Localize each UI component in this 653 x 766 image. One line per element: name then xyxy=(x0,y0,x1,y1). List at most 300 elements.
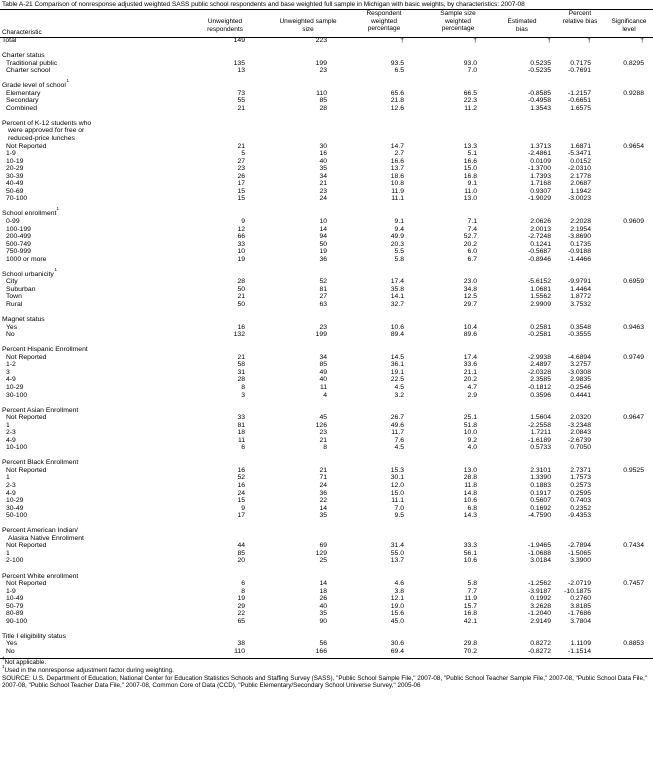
cell-unweighted-respondents: 9 xyxy=(241,218,245,225)
cell-unweighted-respondents: 12 xyxy=(237,225,245,233)
cell-unweighted-respondents: 5 xyxy=(241,150,245,158)
section-label: Charter status xyxy=(2,52,45,60)
cell-sample-pct: † xyxy=(473,37,477,44)
cell-sample-pct: 11.2 xyxy=(464,104,477,112)
cell-relative-bias: † xyxy=(587,37,591,44)
cell-relative-bias: -5.3471 xyxy=(567,150,591,158)
cell-respondent-pct: 30.1 xyxy=(390,474,404,482)
cell-respondent-pct: 9.5 xyxy=(394,512,404,520)
cell-sample-pct: 70.2 xyxy=(463,647,477,655)
cell-unweighted-respondents: 21 xyxy=(237,142,245,150)
row-label: 30-39 xyxy=(6,172,24,180)
cell-sample-pct: 7.0 xyxy=(467,67,477,75)
cell-respondent-pct: 21.8 xyxy=(390,97,404,105)
cell-estimated-bias: -1.3700 xyxy=(527,165,551,173)
cell-relative-bias: -1.4466 xyxy=(567,255,591,263)
cell-relative-bias: 0.7403 xyxy=(570,497,591,505)
cell-unweighted-sample-size: 69 xyxy=(319,542,327,550)
cell-estimated-bias: -1.2562 xyxy=(527,580,551,588)
cell-respondent-pct: 9.4 xyxy=(394,225,404,233)
cell-unweighted-respondents: 16 xyxy=(237,466,245,474)
cell-relative-bias: 1.1109 xyxy=(570,640,591,648)
cell-estimated-bias: -5.6152 xyxy=(527,278,551,286)
cell-unweighted-respondents: 22 xyxy=(237,610,245,618)
row-label: Elementary xyxy=(6,89,41,97)
row-label: 30-100 xyxy=(6,391,28,399)
footnote-1-symbol: 1 xyxy=(2,663,5,669)
cell-relative-bias: 3.3900 xyxy=(570,557,591,565)
cell-unweighted-respondents: 16 xyxy=(237,482,245,489)
cell-unweighted-sample-size: 19 xyxy=(319,248,327,256)
cell-estimated-bias: 2.3585 xyxy=(530,376,551,384)
section-label: Title I eligibility status xyxy=(2,632,66,640)
cell-respondent-pct: 6.5 xyxy=(394,67,404,75)
cell-respondent-pct: 14.5 xyxy=(390,353,404,361)
row-label: 2-3 xyxy=(6,482,16,489)
cell-sample-pct: 93.0 xyxy=(463,59,477,67)
row-label: Town xyxy=(6,293,22,301)
cell-respondent-pct: 10.6 xyxy=(390,323,404,331)
row-label: 90-100 xyxy=(6,617,28,625)
cell-respondent-pct: 4.5 xyxy=(394,444,404,452)
row-label: 70-100 xyxy=(6,195,28,203)
cell-unweighted-sample-size: 35 xyxy=(319,165,327,173)
cell-respondent-pct: 31.4 xyxy=(390,542,404,550)
cell-unweighted-sample-size: 49 xyxy=(319,368,327,376)
cell-significance: 0.9609 xyxy=(623,218,644,225)
cell-sample-pct: 16.6 xyxy=(463,157,477,165)
row-label: Alaska Native Enrollment xyxy=(8,534,84,542)
table-row xyxy=(0,648,653,656)
row-label: 20-29 xyxy=(6,165,24,173)
cell-unweighted-sample-size: 40 xyxy=(319,157,327,165)
cell-unweighted-respondents: 27 xyxy=(237,157,245,165)
cell-sample-pct: 5.8 xyxy=(467,580,477,588)
cell-respondent-pct: 19.1 xyxy=(390,368,404,376)
cell-relative-bias: -1.7686 xyxy=(567,610,591,618)
cell-unweighted-respondents: 17 xyxy=(237,512,245,520)
cell-respondent-pct: 15.3 xyxy=(390,466,404,474)
cell-estimated-bias: 3.0184 xyxy=(530,557,551,565)
cell-unweighted-sample-size: 14 xyxy=(319,580,327,588)
section-header-row: School enrollment 1 xyxy=(2,206,60,218)
cell-estimated-bias: -1.9029 xyxy=(527,195,551,203)
cell-respondent-pct: 89.4 xyxy=(390,331,404,339)
table-row xyxy=(0,392,653,400)
section-label: Percent White enrollment xyxy=(2,572,79,580)
cell-unweighted-respondents: 6 xyxy=(241,580,245,588)
table-row xyxy=(0,512,653,520)
row-label: 10-29 xyxy=(6,497,24,505)
cell-respondent-pct: 14.7 xyxy=(390,142,404,150)
section-header-row: School urbanicity 1 xyxy=(2,266,58,278)
cell-unweighted-sample-size: 21 xyxy=(319,180,327,188)
row-label: No xyxy=(6,331,15,339)
cell-sample-pct: 29.7 xyxy=(463,301,477,308)
cell-estimated-bias: 1.3390 xyxy=(530,474,551,482)
table-row xyxy=(0,444,653,452)
cell-respondent-pct: 18.6 xyxy=(390,172,404,180)
cell-sample-pct: 56.1 xyxy=(463,549,477,557)
cell-unweighted-respondents: 31 xyxy=(237,368,245,376)
cell-respondent-pct: 14.1 xyxy=(390,293,404,301)
cell-unweighted-respondents: 8 xyxy=(241,587,245,595)
cell-relative-bias: -0.3555 xyxy=(567,331,591,339)
cell-unweighted-respondents: 55 xyxy=(237,97,245,105)
cell-significance: 0.9654 xyxy=(623,142,644,150)
cell-unweighted-respondents: 23 xyxy=(237,165,245,173)
row-label: Combined xyxy=(6,104,37,112)
header-sample-size-weighted-percentage: Sample size weighted percentage xyxy=(440,10,476,33)
cell-respondent-pct: 2.7 xyxy=(394,150,404,158)
cell-unweighted-sample-size: 24 xyxy=(319,195,327,203)
cell-unweighted-sample-size: 166 xyxy=(315,647,327,655)
cell-relative-bias: 2.1778 xyxy=(570,172,591,180)
cell-unweighted-sample-size: 16 xyxy=(319,150,327,158)
row-label: 1 xyxy=(6,474,10,482)
cell-unweighted-respondents: 50 xyxy=(237,301,245,308)
cell-estimated-bias: -2.9938 xyxy=(527,353,551,361)
cell-relative-bias: 1.4464 xyxy=(570,285,591,293)
cell-estimated-bias: 2.3101 xyxy=(530,466,551,474)
cell-sample-pct: 25.1 xyxy=(463,414,477,422)
cell-estimated-bias: 2.0626 xyxy=(530,218,551,225)
cell-estimated-bias: † xyxy=(547,37,551,44)
cell-relative-bias: -4.6894 xyxy=(567,353,591,361)
cell-relative-bias: 2.2028 xyxy=(570,218,591,225)
cell-unweighted-respondents: 38 xyxy=(237,640,245,648)
cell-unweighted-sample-size: 10 xyxy=(319,218,327,225)
cell-estimated-bias: -1.0688 xyxy=(527,549,551,557)
cell-respondent-pct: 69.4 xyxy=(390,647,404,655)
cell-unweighted-sample-size: 85 xyxy=(319,97,327,105)
cell-sample-pct: 14.8 xyxy=(463,489,477,497)
cell-unweighted-sample-size: 126 xyxy=(315,421,327,429)
cell-estimated-bias: -0.5235 xyxy=(527,67,551,75)
cell-estimated-bias: 0.1241 xyxy=(530,240,551,248)
cell-estimated-bias: 0.8272 xyxy=(530,640,551,648)
cell-estimated-bias: 1.0681 xyxy=(530,285,551,293)
cell-sample-pct: 52.7 xyxy=(463,233,477,241)
cell-unweighted-respondents: 10 xyxy=(237,248,245,256)
cell-sample-pct: 4.0 xyxy=(467,444,477,452)
cell-respondent-pct: 11.1 xyxy=(391,195,404,203)
row-label: Secondary xyxy=(6,97,39,105)
cell-unweighted-sample-size: 199 xyxy=(315,331,327,339)
cell-unweighted-sample-size: 199 xyxy=(315,59,327,67)
row-label: 3 xyxy=(6,368,10,376)
header-unweighted-sample-size: Unweighted sample size xyxy=(279,18,337,33)
cell-unweighted-respondents: 65 xyxy=(237,617,245,625)
row-label: Total xyxy=(2,37,17,44)
row-label: 1-9 xyxy=(6,150,16,158)
cell-estimated-bias: -0.8272 xyxy=(527,647,551,655)
footnote-not-applicable xyxy=(2,655,650,667)
row-label: 4-9 xyxy=(6,376,16,384)
cell-unweighted-sample-size: 223 xyxy=(315,37,327,44)
cell-unweighted-respondents: 13 xyxy=(237,67,245,75)
footnote-not-applicable-text: Not applicable. xyxy=(4,658,47,666)
row-label: 100-199 xyxy=(6,225,31,233)
cell-unweighted-respondents: 11 xyxy=(237,436,245,444)
cell-respondent-pct: 13.7 xyxy=(390,557,404,565)
cell-sample-pct: 28.8 xyxy=(463,474,477,482)
cell-relative-bias: -10.1875 xyxy=(564,587,591,595)
cell-relative-bias: 0.7050 xyxy=(570,444,591,452)
cell-respondent-pct: 11.7 xyxy=(391,429,404,437)
cell-sample-pct: 9.1 xyxy=(467,180,477,188)
cell-estimated-bias: 0.1992 xyxy=(530,595,551,603)
cell-sample-pct: 11.8 xyxy=(464,482,477,489)
cell-significance: 0.9525 xyxy=(623,466,644,474)
cell-relative-bias: 0.2760 xyxy=(570,595,591,603)
row-label: Yes xyxy=(6,640,18,648)
cell-estimated-bias: -1.6189 xyxy=(527,436,551,444)
row-label: Not Reported xyxy=(6,466,47,474)
section-label: Percent Black Enrollment xyxy=(2,459,79,467)
cell-unweighted-sample-size: 25 xyxy=(319,557,327,565)
cell-unweighted-sample-size: 71 xyxy=(319,474,327,482)
cell-respondent-pct: † xyxy=(400,37,404,44)
cell-estimated-bias: -3.9187 xyxy=(527,587,551,595)
cell-unweighted-respondents: 18 xyxy=(237,429,245,437)
cell-estimated-bias: 0.5733 xyxy=(530,444,551,452)
cell-respondent-pct: 17.4 xyxy=(390,278,404,286)
dagger-symbol: † xyxy=(2,655,5,661)
cell-unweighted-sample-size: 34 xyxy=(319,353,327,361)
cell-estimated-bias: -1.2040 xyxy=(527,610,551,618)
cell-relative-bias: 0.2595 xyxy=(570,489,591,497)
cell-relative-bias: 0.2573 xyxy=(570,482,591,489)
cell-sample-pct: 7.4 xyxy=(467,225,477,233)
cell-estimated-bias: 0.2581 xyxy=(530,323,551,331)
cell-significance: † xyxy=(640,37,644,44)
cell-respondent-pct: 30.6 xyxy=(390,640,404,648)
section-label: School urbanicity xyxy=(2,270,54,278)
cell-respondent-pct: 32.7 xyxy=(390,301,404,308)
cell-estimated-bias: -0.1812 xyxy=(527,383,551,391)
cell-relative-bias: 0.4441 xyxy=(570,391,591,399)
cell-relative-bias: 0.3548 xyxy=(570,323,591,331)
row-label: Yes xyxy=(6,323,18,331)
cell-unweighted-sample-size: 40 xyxy=(319,376,327,384)
cell-unweighted-respondents: 19 xyxy=(237,255,245,263)
cell-unweighted-sample-size: 52 xyxy=(319,278,327,286)
cell-sample-pct: 7.7 xyxy=(467,587,477,595)
cell-sample-pct: 16.8 xyxy=(463,610,477,618)
cell-relative-bias: 3.7532 xyxy=(570,301,591,308)
cell-unweighted-respondents: 21 xyxy=(237,353,245,361)
cell-respondent-pct: 12.6 xyxy=(390,104,404,112)
cell-estimated-bias: 0.9307 xyxy=(530,187,551,195)
cell-sample-pct: 6.8 xyxy=(467,504,477,512)
cell-estimated-bias: 1.5562 xyxy=(530,293,551,301)
row-label: 750-999 xyxy=(6,248,31,256)
cell-respondent-pct: 11.9 xyxy=(391,187,404,195)
cell-unweighted-respondents: 20 xyxy=(237,557,245,565)
cell-relative-bias: 2.0320 xyxy=(570,414,591,422)
cell-unweighted-respondents: 81 xyxy=(237,421,245,429)
cell-respondent-pct: 20.3 xyxy=(390,240,404,248)
cell-estimated-bias: 0.1692 xyxy=(530,504,551,512)
cell-relative-bias: 0.7175 xyxy=(570,59,591,67)
cell-respondent-pct: 7.6 xyxy=(394,436,404,444)
row-label: Charter school xyxy=(6,67,51,75)
cell-unweighted-respondents: 8 xyxy=(241,383,245,391)
cell-estimated-bias: 0.0109 xyxy=(530,157,551,165)
row-label: 1-9 xyxy=(6,587,16,595)
cell-unweighted-respondents: 21 xyxy=(237,104,245,112)
cell-unweighted-sample-size: 40 xyxy=(319,602,327,610)
cell-sample-pct: 17.4 xyxy=(463,353,477,361)
cell-relative-bias: 3.7804 xyxy=(570,617,591,625)
cell-unweighted-sample-size: 85 xyxy=(319,361,327,369)
cell-relative-bias: 1.7573 xyxy=(570,474,591,482)
cell-unweighted-respondents: 15 xyxy=(237,497,245,505)
cell-significance: 0.8853 xyxy=(623,640,644,648)
cell-unweighted-respondents: 26 xyxy=(237,172,245,180)
cell-unweighted-respondents: 21 xyxy=(237,293,245,301)
row-label: 4-9 xyxy=(6,436,16,444)
cell-unweighted-sample-size: 50 xyxy=(319,240,327,248)
cell-unweighted-respondents: 33 xyxy=(237,240,245,248)
cell-estimated-bias: 2.9909 xyxy=(530,301,551,308)
row-label: 10-19 xyxy=(6,157,24,165)
cell-respondent-pct: 12.0 xyxy=(390,482,404,489)
cell-estimated-bias: 0.5235 xyxy=(530,59,551,67)
cell-sample-pct: 22.3 xyxy=(463,97,477,105)
cell-sample-pct: 66.5 xyxy=(463,89,477,97)
cell-sample-pct: 5.1 xyxy=(467,150,477,158)
cell-estimated-bias: -0.4958 xyxy=(527,97,551,105)
cell-unweighted-sample-size: 94 xyxy=(319,233,327,241)
cell-estimated-bias: -2.7248 xyxy=(527,233,551,241)
cell-respondent-pct: 4.6 xyxy=(394,580,404,588)
cell-unweighted-sample-size: 36 xyxy=(319,255,327,263)
cell-respondent-pct: 35.8 xyxy=(390,285,404,293)
cell-unweighted-respondents: 149 xyxy=(233,37,245,44)
cell-estimated-bias: -0.8585 xyxy=(527,89,551,97)
row-label: Rural xyxy=(6,301,23,308)
cell-estimated-bias: 1.3543 xyxy=(530,104,551,112)
cell-sample-pct: 10.6 xyxy=(463,557,477,565)
row-label: Suburban xyxy=(6,285,36,293)
cell-respondent-pct: 22.5 xyxy=(390,376,404,384)
cell-respondent-pct: 12.1 xyxy=(390,595,404,603)
row-label: 1 xyxy=(6,549,10,557)
cell-estimated-bias: -0.2581 xyxy=(527,331,551,339)
row-label: Not Reported xyxy=(6,142,47,150)
cell-unweighted-sample-size: 11 xyxy=(319,383,327,391)
cell-unweighted-respondents: 28 xyxy=(237,376,245,384)
cell-sample-pct: 20.2 xyxy=(463,240,477,248)
cell-relative-bias: 1.1942 xyxy=(570,187,591,195)
row-label: Not Reported xyxy=(6,542,47,550)
cell-estimated-bias: -0.8946 xyxy=(527,255,551,263)
cell-relative-bias: -2.7894 xyxy=(567,542,591,550)
cell-unweighted-sample-size: 81 xyxy=(319,285,327,293)
cell-significance: 0.9647 xyxy=(623,414,644,422)
table-row xyxy=(0,557,653,565)
table-row xyxy=(0,67,653,75)
cell-estimated-bias: 2.4897 xyxy=(530,361,551,369)
cell-relative-bias: -0.9188 xyxy=(567,248,591,256)
cell-sample-pct: 12.5 xyxy=(463,293,477,301)
section-label: Magnet status xyxy=(2,316,45,324)
cell-unweighted-sample-size: 90 xyxy=(319,617,327,625)
cell-sample-pct: 29.8 xyxy=(463,640,477,648)
cell-relative-bias: 0.1735 xyxy=(570,240,591,248)
cell-sample-pct: 15.0 xyxy=(463,165,477,173)
cell-unweighted-respondents: 3 xyxy=(241,391,245,399)
cell-unweighted-respondents: 73 xyxy=(237,89,245,97)
cell-respondent-pct: 19.0 xyxy=(390,602,404,610)
cell-unweighted-sample-size: 21 xyxy=(319,436,327,444)
cell-unweighted-sample-size: 45 xyxy=(319,414,327,422)
cell-unweighted-sample-size: 22 xyxy=(319,497,327,505)
cell-unweighted-sample-size: 27 xyxy=(319,293,327,301)
header-significance-level: Significance level xyxy=(611,18,647,33)
cell-respondent-pct: 49.6 xyxy=(390,421,404,429)
cell-sample-pct: 13.0 xyxy=(463,466,477,474)
row-label: Traditional public xyxy=(6,59,58,67)
cell-unweighted-respondents: 66 xyxy=(237,233,245,241)
cell-estimated-bias: -0.5687 xyxy=(527,248,551,256)
cell-unweighted-sample-size: 129 xyxy=(315,549,327,557)
row-label: 10-49 xyxy=(6,595,24,603)
cell-relative-bias: -1.2157 xyxy=(567,89,591,97)
cell-respondent-pct: 10.8 xyxy=(390,180,404,188)
cell-unweighted-respondents: 15 xyxy=(237,195,245,203)
cell-sample-pct: 16.8 xyxy=(463,172,477,180)
cell-respondent-pct: 45.0 xyxy=(390,617,404,625)
cell-significance: 0.7457 xyxy=(623,580,644,588)
cell-sample-pct: 33.6 xyxy=(463,361,477,369)
cell-sample-pct: 10.0 xyxy=(463,429,477,437)
cell-respondent-pct: 9.1 xyxy=(394,218,404,225)
row-label: 50-79 xyxy=(6,602,24,610)
row-label: 50-100 xyxy=(6,512,28,520)
cell-unweighted-sample-size: 18 xyxy=(319,587,327,595)
cell-sample-pct: 21.1 xyxy=(463,368,477,376)
section-label: Percent Hispanic Enrollment xyxy=(2,346,88,354)
row-label: 4-9 xyxy=(6,489,16,497)
row-label: 30-49 xyxy=(6,504,24,512)
cell-relative-bias: -3.0308 xyxy=(567,368,591,376)
cell-sample-pct: 4.7 xyxy=(467,383,477,391)
cell-respondent-pct: 15.6 xyxy=(390,610,404,618)
cell-relative-bias: -0.2546 xyxy=(567,383,591,391)
cell-unweighted-respondents: 28 xyxy=(237,278,245,286)
cell-respondent-pct: 5.5 xyxy=(394,248,404,256)
cell-unweighted-sample-size: 56 xyxy=(319,640,327,648)
header-respondent-weighted-percentage: Respondent weighted percentage xyxy=(366,10,402,33)
cell-significance: 0.8295 xyxy=(623,59,644,67)
section-label: Percent American Indian/ xyxy=(2,527,78,535)
cell-estimated-bias: 3.2628 xyxy=(530,602,551,610)
cell-unweighted-respondents: 58 xyxy=(237,361,245,369)
cell-sample-pct: 9.2 xyxy=(467,436,477,444)
cell-significance: 0.9463 xyxy=(623,323,644,331)
table-row xyxy=(0,195,653,203)
cell-unweighted-respondents: 16 xyxy=(237,323,245,331)
row-label: 2-3 xyxy=(6,429,16,437)
row-label: Not Reported xyxy=(6,580,47,588)
cell-relative-bias: -2.6739 xyxy=(567,436,591,444)
cell-sample-pct: 13.3 xyxy=(463,142,477,150)
section-label: Percent of K-12 students who xyxy=(2,119,92,127)
cell-respondent-pct: 36.1 xyxy=(390,361,404,369)
